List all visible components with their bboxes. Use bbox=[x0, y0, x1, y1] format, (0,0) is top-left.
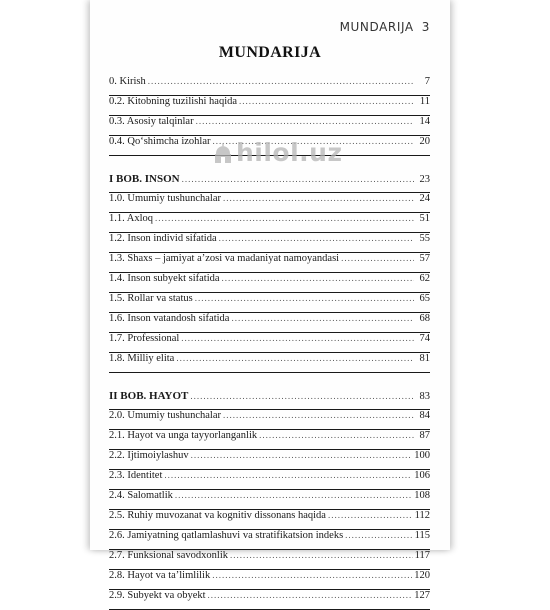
toc-chapter-entry bbox=[109, 390, 430, 410]
toc-entry-page: 11 bbox=[419, 96, 430, 107]
toc-leader-dots bbox=[176, 353, 414, 363]
toc-leader-dots bbox=[345, 530, 412, 540]
toc-entry bbox=[109, 530, 430, 550]
toc-entry bbox=[109, 410, 430, 430]
toc-leader-dots bbox=[259, 430, 414, 440]
toc-leader-dots bbox=[341, 253, 414, 263]
toc-entry-page: 57 bbox=[419, 253, 430, 264]
toc-leader-dots bbox=[175, 490, 412, 500]
toc-leader-dots bbox=[328, 510, 413, 520]
toc-entry bbox=[109, 116, 430, 136]
toc-entry-label: 1.4. Inson subyekt sifatida bbox=[109, 273, 220, 284]
book-page bbox=[90, 0, 450, 601]
toc-leader-dots bbox=[164, 470, 412, 480]
toc-entry bbox=[109, 490, 430, 510]
toc-leader-dots bbox=[181, 333, 414, 343]
toc-entry-page: 120 bbox=[414, 570, 430, 581]
toc-entry-page: 127 bbox=[414, 590, 430, 601]
running-header-page-number: 3 bbox=[421, 20, 430, 34]
toc-entry bbox=[109, 470, 430, 490]
toc-entry bbox=[109, 76, 430, 96]
toc-entry-page: 83 bbox=[419, 391, 430, 402]
toc-entry-label: 1.5. Rollar va status bbox=[109, 293, 193, 304]
toc-entry-label: 1.7. Professional bbox=[109, 333, 180, 344]
toc-entry-label: 1.8. Milliy elita bbox=[109, 353, 175, 364]
toc-leader-dots bbox=[155, 213, 414, 223]
toc-entry-label: 0.3. Asosiy talqinlar bbox=[109, 116, 194, 127]
toc-entry-label: I BOB. INSON bbox=[109, 173, 180, 185]
running-header bbox=[340, 20, 430, 34]
toc-entry-label: 0.4. Qo‘shimcha izohlar bbox=[109, 136, 211, 147]
toc-entry-page: 20 bbox=[419, 136, 430, 147]
toc-entry-page: 55 bbox=[419, 233, 430, 244]
toc-leader-dots bbox=[190, 391, 414, 401]
toc-entry-label: 2.9. Subyekt va obyekt bbox=[109, 590, 206, 601]
toc-entry-label: 2.8. Hayot va ta’limlilik bbox=[109, 570, 211, 581]
toc-leader-dots bbox=[212, 570, 412, 580]
toc-entry-label: 1.1. Axloq bbox=[109, 213, 154, 224]
toc-entry-label: 2.4. Salomatlik bbox=[109, 490, 173, 501]
toc-leader-dots bbox=[239, 96, 414, 106]
toc-leader-dots bbox=[212, 136, 414, 146]
toc-entry bbox=[109, 353, 430, 373]
toc-entry-page: 112 bbox=[414, 510, 430, 521]
toc-leader-dots bbox=[196, 116, 414, 126]
toc-entry bbox=[109, 193, 430, 213]
toc-entry-page: 23 bbox=[419, 174, 430, 185]
toc-entry-label: 1.0. Umumiy tushunchalar bbox=[109, 193, 221, 204]
watermark-text: hilol.uz bbox=[236, 138, 343, 167]
toc-entry-page: 100 bbox=[414, 450, 430, 461]
toc-entry-label: 2.3. Identitet bbox=[109, 470, 163, 481]
toc-entry-page: 62 bbox=[419, 273, 430, 284]
toc-entry-label: 2.0. Umumiy tushunchalar bbox=[109, 410, 221, 421]
toc-entry-page: 65 bbox=[419, 293, 430, 304]
toc-group bbox=[109, 76, 430, 156]
toc-entry-page: 24 bbox=[419, 193, 430, 204]
toc-leader-dots bbox=[148, 76, 414, 86]
toc-entry bbox=[109, 313, 430, 333]
toc-leader-dots bbox=[230, 550, 413, 560]
toc-entry-page: 117 bbox=[414, 550, 430, 561]
toc-entry bbox=[109, 450, 430, 470]
toc-leader-dots bbox=[182, 174, 414, 184]
toc-entry-label: 2.1. Hayot va unga tayyorlanganlik bbox=[109, 430, 258, 441]
running-header-title: MUNDARIJA bbox=[339, 20, 414, 34]
toc-entry bbox=[109, 590, 430, 610]
toc-entry-page: 68 bbox=[419, 313, 430, 324]
toc-entry-page: 51 bbox=[419, 213, 430, 224]
toc-leader-dots bbox=[223, 410, 414, 420]
toc-entry-page: 87 bbox=[419, 430, 430, 441]
toc-entry-label: 1.3. Shaxs – jamiyat a’zosi va madaniyat namoyandasi bbox=[109, 253, 340, 264]
toc-entry-page: 74 bbox=[419, 333, 430, 344]
toc-entry-label: II BOB. HAYOT bbox=[109, 390, 189, 402]
toc-entry-page: 115 bbox=[414, 530, 430, 541]
toc-group bbox=[109, 173, 430, 373]
toc-entry bbox=[109, 136, 430, 156]
toc-entry bbox=[109, 96, 430, 116]
toc-group bbox=[109, 390, 430, 610]
toc-entry bbox=[109, 273, 430, 293]
toc-entry bbox=[109, 233, 430, 253]
toc-entry-page: 14 bbox=[419, 116, 430, 127]
toc-entry-label: 1.2. Inson individ sifatida bbox=[109, 233, 217, 244]
toc-leader-dots bbox=[231, 313, 414, 323]
toc-chapter-entry bbox=[109, 173, 430, 193]
toc-entry bbox=[109, 550, 430, 570]
toc-entry-label: 2.7. Funksional savodxonlik bbox=[109, 550, 229, 561]
toc-entry bbox=[109, 253, 430, 273]
toc-leader-dots bbox=[223, 193, 414, 203]
toc-entry-label: 1.6. Inson vatandosh sifatida bbox=[109, 313, 230, 324]
toc-entry bbox=[109, 570, 430, 590]
toc-entry-label: 0.2. Kitobning tuzilishi haqida bbox=[109, 96, 238, 107]
toc-leader-dots bbox=[191, 450, 413, 460]
toc-entry-page: 7 bbox=[424, 76, 430, 87]
toc-leader-dots bbox=[219, 233, 414, 243]
toc-entry-label: 0. Kirish bbox=[109, 76, 146, 87]
toc-entry-page: 84 bbox=[419, 410, 430, 421]
toc-entry-label: 2.6. Jamiyatning qatlamlashuvi va stratifikatsion indeks bbox=[109, 530, 344, 541]
toc-entry-page: 108 bbox=[414, 490, 430, 501]
toc-entry bbox=[109, 510, 430, 530]
page-title: MUNDARIJA bbox=[218, 44, 322, 61]
toc-leader-dots bbox=[208, 590, 413, 600]
toc-entry bbox=[109, 430, 430, 450]
toc-entry bbox=[109, 213, 430, 233]
toc-entry-label: 2.2. Ijtimoiylashuv bbox=[109, 450, 189, 461]
toc-entry-page: 106 bbox=[414, 470, 430, 481]
toc-leader-dots bbox=[195, 293, 414, 303]
table-of-contents bbox=[109, 76, 430, 610]
toc-entry-page: 81 bbox=[419, 353, 430, 364]
toc-entry bbox=[109, 333, 430, 353]
toc-leader-dots bbox=[222, 273, 414, 283]
toc-entry bbox=[109, 293, 430, 313]
toc-entry-label: 2.5. Ruhiy muvozanat va kognitiv dissonans haqida bbox=[109, 510, 326, 521]
